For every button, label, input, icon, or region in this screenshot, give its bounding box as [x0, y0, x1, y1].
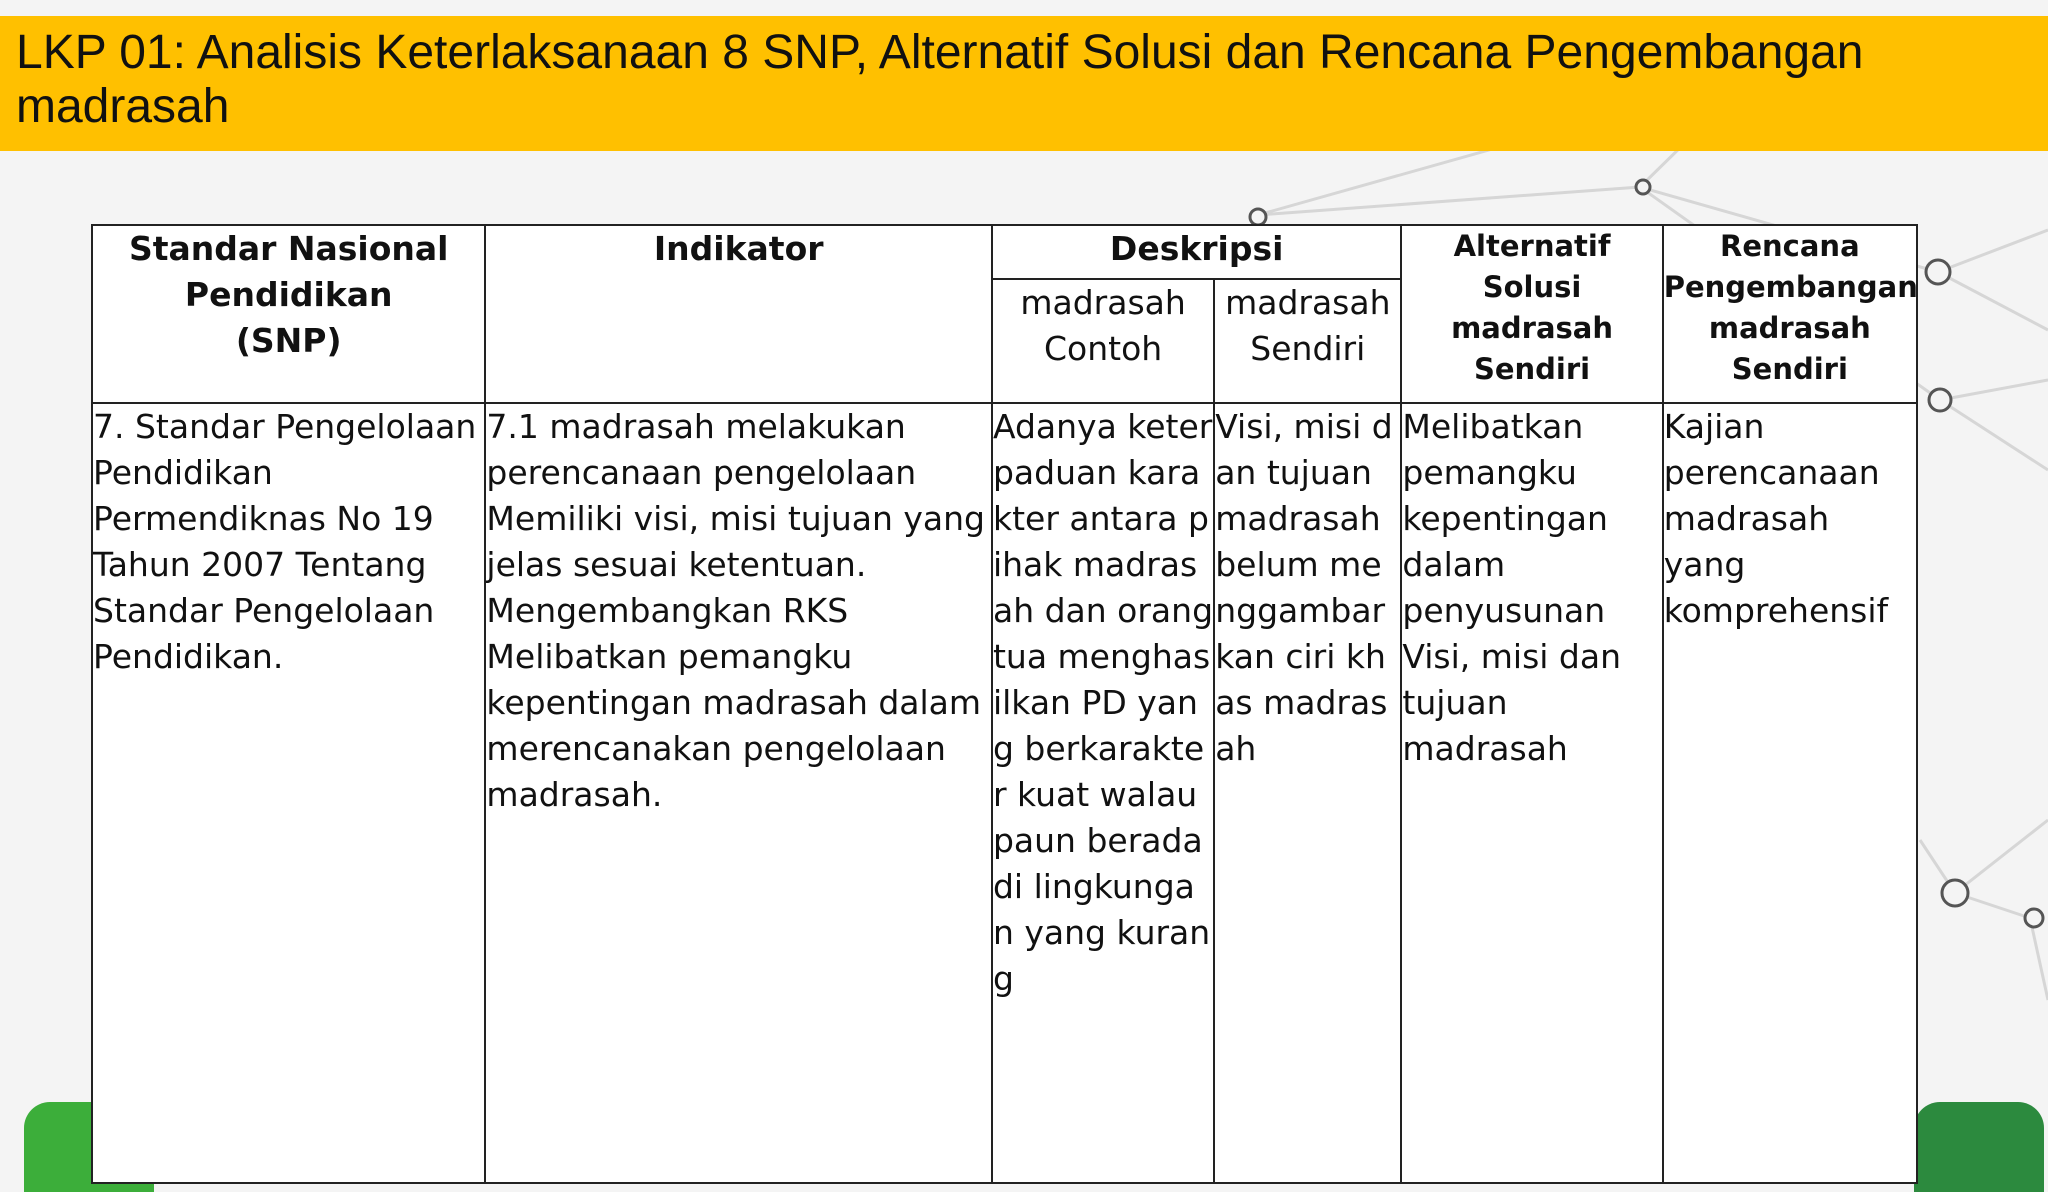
network-node [1942, 880, 1968, 906]
network-node [1250, 209, 1266, 225]
network-node [2025, 909, 2043, 927]
header-madrasah-contoh: madrasah Contoh [992, 279, 1214, 403]
cell-rencana-pengembangan: Kajian perencanaan madrasah yang komprehensif [1663, 403, 1917, 1183]
table-row [92, 403, 1917, 1183]
cell-snp: 7. Standar Pengelolaan Pendidikan Permendiknas No 19 Tahun 2007 Tentang Standar Pengelolaan Pendidikan. [92, 403, 485, 1183]
network-node [1929, 389, 1951, 411]
analysis-table [91, 224, 1918, 1184]
network-node [1926, 260, 1950, 284]
header-snp: Standar Nasional Pendidikan (SNP) [92, 225, 485, 403]
cell-alternatif-solusi: Melibatkan pemangku kepentingan dalam penyusunan Visi, misi dan tujuan madrasah [1401, 403, 1662, 1183]
cell-deskripsi-contoh: Adanya keterpaduan karakter antara pihak madrasah dan orang tua menghasilkan PD yang berkarakter kuat walaupaun berada di lingkungan yang kurang [992, 403, 1214, 1183]
header-alternatif-solusi: Alternatif Solusi madrasah Sendiri [1401, 225, 1662, 403]
cell-deskripsi-sendiri: Visi, misi dan tujuan madrasah belum menggambarkan ciri khas madrasah [1214, 403, 1401, 1183]
cell-indikator: 7.1 madrasah melakukan perencanaan pengelolaan Memiliki visi, misi tujuan yang jelas sesuai ketentuan. Mengembangkan RKS Melibatkan pemangku kepentingan madrasah dalam merencanakan pengelolaan madrasah. [485, 403, 992, 1183]
green-accent-right [1914, 1102, 2044, 1192]
header-rencana-pengembangan: Rencana Pengembangan madrasah Sendiri [1663, 225, 1917, 403]
title-banner [0, 16, 2048, 151]
header-madrasah-sendiri: madrasah Sendiri [1214, 279, 1401, 403]
network-node [1636, 180, 1650, 194]
header-indikator: Indikator [485, 225, 992, 403]
page-title: LKP 01: Analisis Keterlaksanaan 8 SNP, Alternatif Solusi dan Rencana Pengembangan madrasah [16, 26, 1864, 133]
header-deskripsi: Deskripsi [992, 225, 1401, 279]
